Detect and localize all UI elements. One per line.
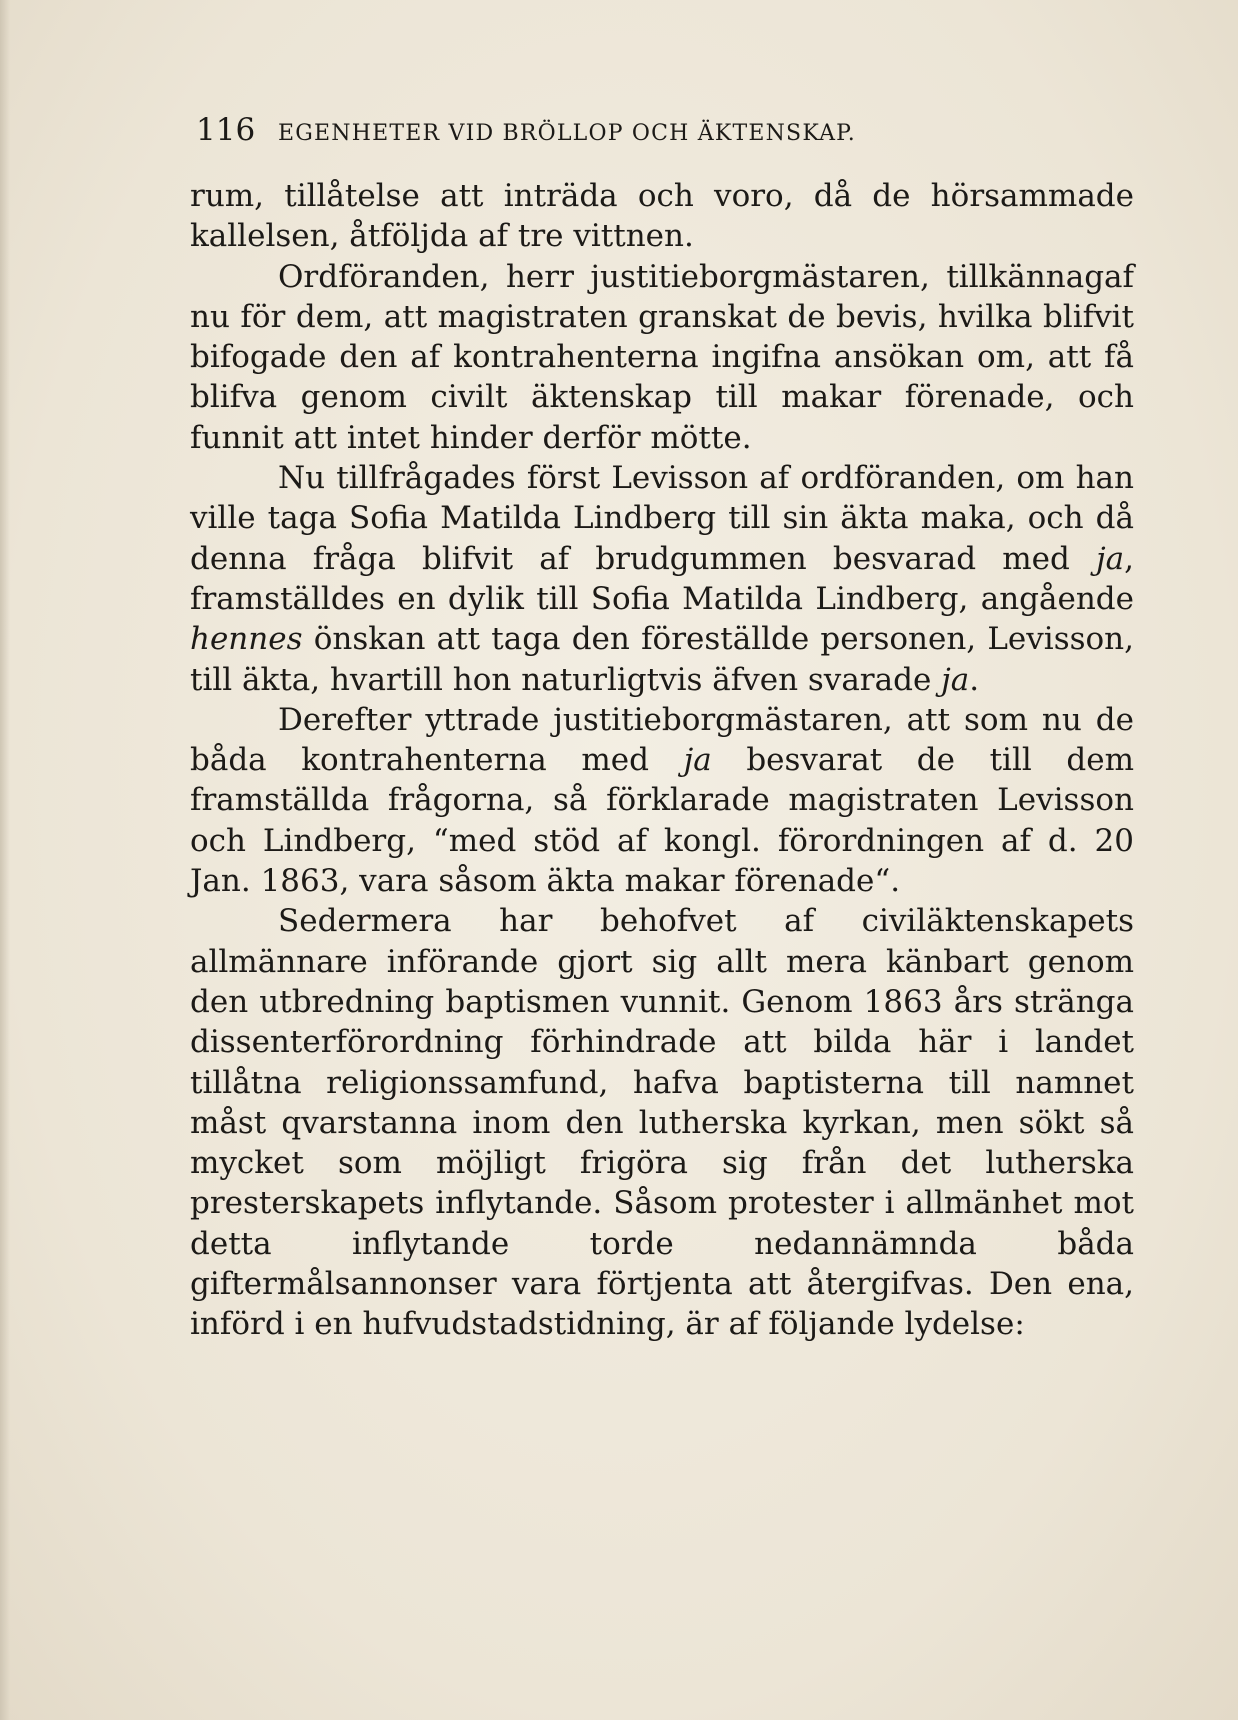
paragraph-3-italic-ja-1: ja — [1096, 540, 1125, 577]
paragraph-1: rum, tillåtelse att inträda och voro, då de hörsammade kallelsen, åtföljda af tre vittnen. — [190, 178, 1134, 255]
paragraph-3 — [190, 458, 1134, 700]
paragraph-3-part-c: , framställdes en dylik till Sofia Matilda Lindberg, angående — [190, 540, 1134, 617]
paragraph-4-part-c: besvarat de till dem framställda frågorna, så förklarade magistraten Levisson och Lindberg, “med stöd af kongl. förordningen af d. 20 Jan. 1863, vara såsom äkta makar förenade“. — [190, 742, 1134, 900]
paragraph-4-part-a: Derefter yttrade justitieborgmästaren, att som nu de båda kontrahenterna med — [190, 701, 1134, 779]
paragraph-3-part-g: . — [969, 661, 980, 698]
paragraph-3-part-a: Nu tillfrågades först Levisson af ordföranden, om han ville taga Sofia Matilda Lindberg till sin äkta maka, och då denna fråga blifvit af brudgummen besvarad med — [190, 460, 1134, 577]
paragraph-2: Ordföranden, herr justitieborgmästaren, tillkännagaf nu för dem, att magistraten granskat de bevis, hvilka blifvit bifogade den af kontrahenterna ingifna ansökan om, att få blifva genom civilt äktenskap till makar förenade, och funnit att intet hinder derför mötte. — [190, 258, 1134, 456]
page-gutter-shadow — [0, 0, 10, 1720]
running-header — [196, 108, 1056, 152]
paragraph-5: Sedermera har behofvet af civiläktenskapets allmännare införande gjort sig allt mera känbart genom den utbredning baptismen vunnit. Genom 1863 års stränga dissenterförordning förhindrade att bilda här i landet tillåtna religionssamfund, hafva baptisterna till namnet måst qvarstanna inom den lutherska kyrkan, men sökt så mycket som möjligt frigöra sig från det lutherska presterskapets inflytande. Såsom protester i allmänhet mot detta inflytande torde nedannämnda båda giftermålsannonser vara förtjenta att återgifvas. Den ena, införd i en hufvudstadstidning, är af följande lydelse: — [190, 903, 1134, 1343]
body-text — [190, 176, 1134, 1345]
paragraph-3-part-e: önskan att taga den föreställde personen, Levisson, till äkta, hvartill hon naturligtvis äfven svarade — [190, 621, 1134, 698]
paragraph-3-italic-ja-2: ja — [941, 661, 970, 698]
paragraph-4 — [190, 700, 1134, 901]
paragraph-4-italic-ja: ja — [683, 742, 712, 779]
running-title: EGENHETER VID BRÖLLOP OCH ÄKTENSKAP. — [278, 121, 856, 146]
page-number: 116 — [196, 112, 256, 148]
paragraph-3-italic-hennes: hennes — [190, 621, 303, 658]
